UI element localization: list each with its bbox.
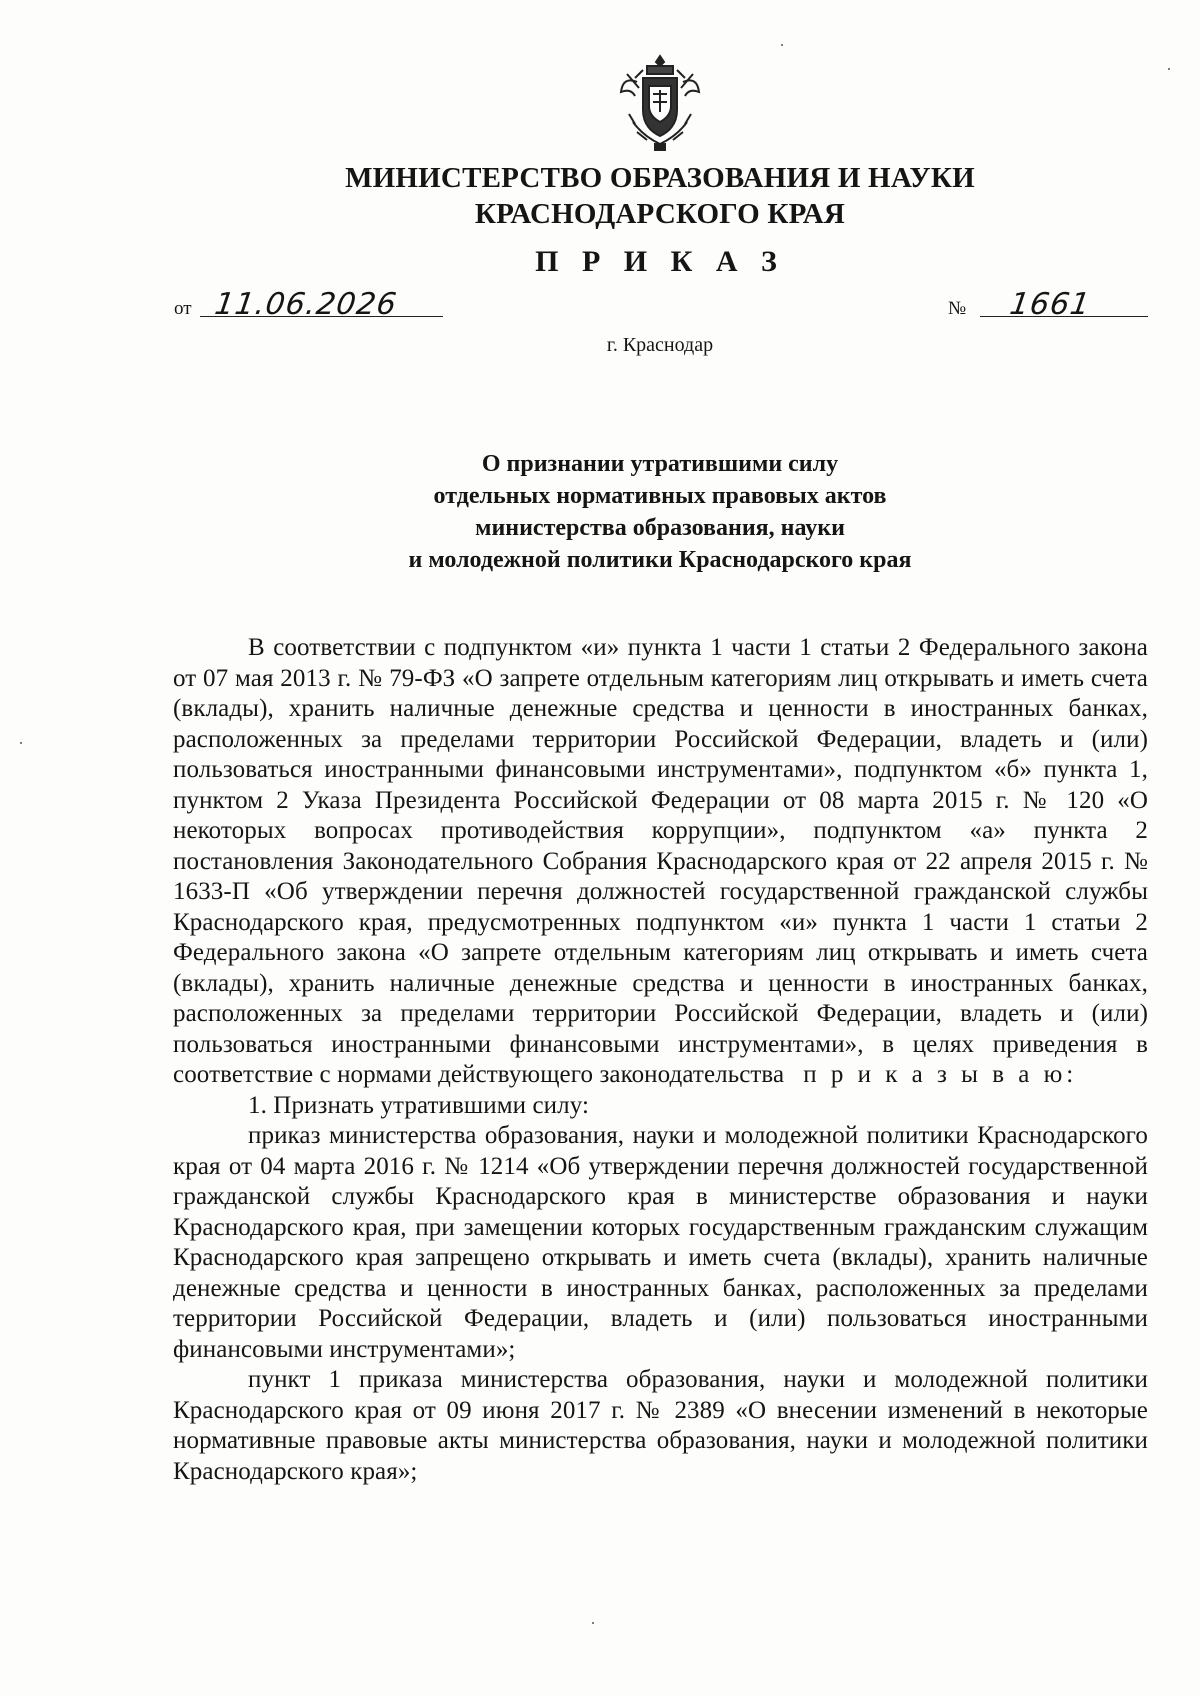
item-1b-paragraph: пункт 1 приказа министерства образования, науки и молодежной политики Краснодарского края от 09 июня 2017 г. № 2389 «О внесении изменений в некоторые нормативные правовые акты министерства образования, науки и молодежной политики Краснодарского края»;: [173, 1366, 1148, 1485]
date-label: от: [174, 298, 192, 319]
subject-line4: и молодежной политики Краснодарского края: [408, 547, 912, 573]
coat-of-arms-emblem: [617, 52, 703, 152]
scan-speck: [1168, 68, 1170, 70]
subject-line1: О признании утратившими силу: [481, 451, 839, 477]
handwritten-date: 11.06.2026: [212, 287, 400, 322]
subject-line3: министерства образования, науки: [475, 515, 845, 541]
order-word: п р и к а з ы в а ю:: [803, 1061, 1078, 1088]
document-type-title: П Р И К А З: [535, 245, 785, 278]
item-1a-paragraph: приказ министерства образования, науки и молодежной политики Краснодарского края от 04 марта 2016 г. № 1214 «Об утверждении перечня должностей государственной гражданской службы Краснодарского края в министерстве образования и науки Краснодарского края, при замещении которых государственным гражданским служащим Краснодарского края запрещено открывать и иметь счета (вклады), хранить наличные денежные средства и ценности в иностранных банках, расположенных за пределами территории Российской Федерации, владеть и (или) пользоваться иностранными финансовыми инструментами»;: [173, 1122, 1148, 1363]
scan-speck: [781, 44, 783, 46]
ministry-name-line1: МИНИСТЕРСТВО ОБРАЗОВАНИЯ И НАУКИ: [345, 162, 975, 194]
ministry-name: [250, 160, 1070, 232]
preamble-paragraph: [173, 633, 1148, 1091]
preamble-text: В соответствии с подпунктом «и» пункта 1 части 1 статьи 2 Федерального закона от 07 мая 2013 г. № 79-ФЗ «О запрете отдельным категориям лиц открывать и иметь счета (вклады), хранить наличные денежные средства и ценности в иностранных банках, расположенных за пределами территории Российской Федерации, владеть и (или) пользоваться иностранными финансовыми инструментами», подпунктом «б» пункта 1, пунктом 2 Указа Президента Российской Федерации от 08 марта 2015 г. № 120 «О некоторых вопросах противодействия коррупции», подпунктом «а» пункта 2 постановления Законодательного Собрания Краснодарского края от 22 апреля 2015 г. № 1633-П «Об утверждении перечня должностей государственной гражданской службы Краснодарского края, предусмотренных подпунктом «и» пункта 1 части 1 статьи 2 Федерального закона «О запрете отдельным категориям лиц открывать и иметь счета (вклады), хранить наличные денежные средства и ценности в иностранных банках, расположенных за пределами территории Российской Федерации, владеть и (или) пользоваться иностранными финансовыми инструментами», в целях приведения в соответствие с нормами действующего законодательства: [173, 634, 1148, 1088]
item-1-paragraph: 1. Признать утратившими силу:: [248, 1091, 590, 1119]
city-name: г. Краснодар: [606, 334, 714, 356]
document-subject: [280, 448, 1040, 576]
subject-line2: отдельных нормативных правовых актов: [433, 483, 887, 509]
scan-speck: [20, 742, 22, 744]
number-label: №: [948, 298, 967, 319]
ministry-name-line2: КРАСНОДАРСКОГО КРАЯ: [474, 198, 846, 230]
handwritten-number: 1661: [1007, 287, 1093, 322]
document-body: [173, 633, 1148, 1487]
scan-speck: [592, 1622, 594, 1624]
